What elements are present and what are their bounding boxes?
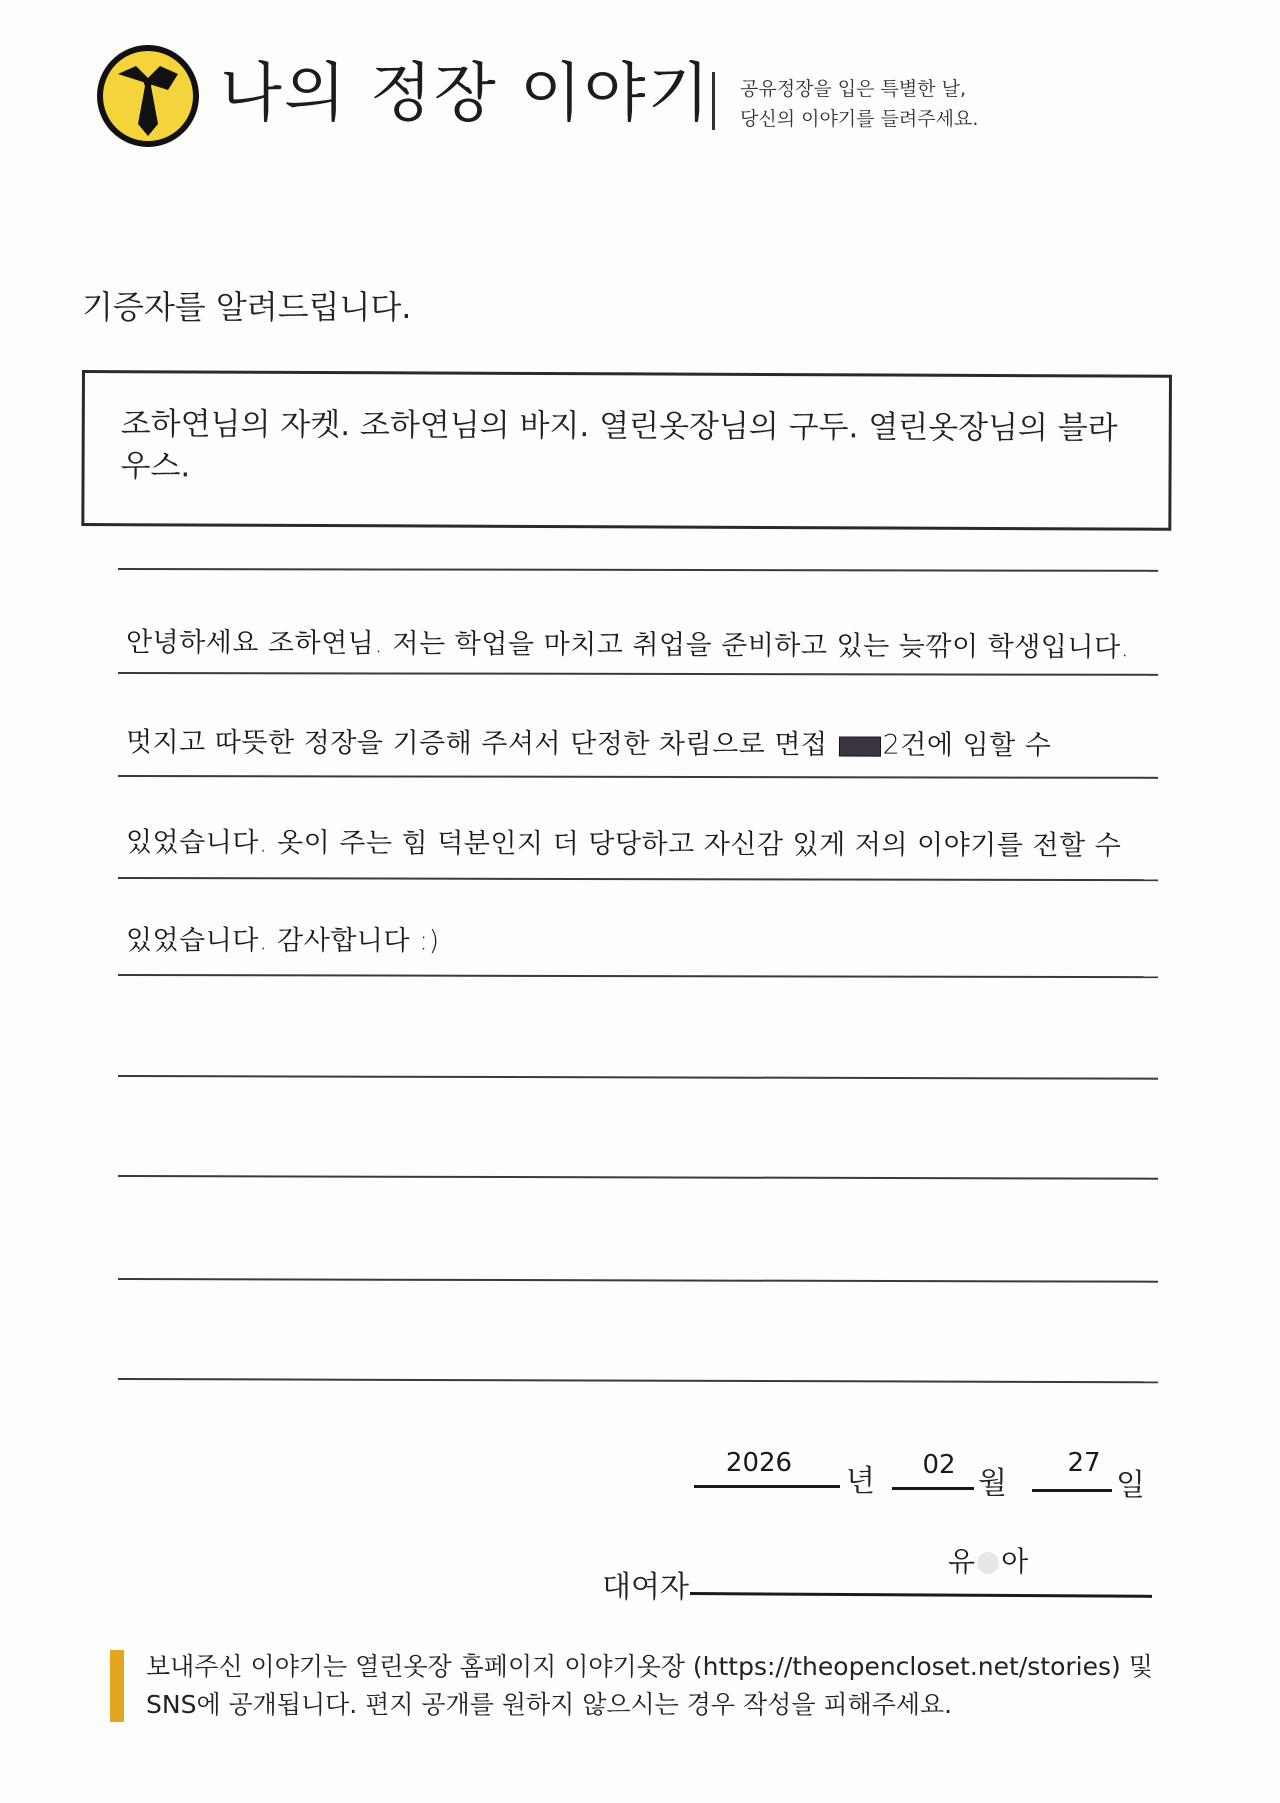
date-day-line (1032, 1489, 1112, 1492)
page-title: 나의 정장 이야기 (220, 57, 712, 131)
date-month: 02 (922, 1450, 956, 1480)
tie-icon (96, 44, 200, 148)
ruled-line (118, 1075, 1158, 1080)
letter-line-3: 있었습니다. 옷이 주는 힘 덕분인지 더 당당하고 자신감 있게 저의 이야기를 전할 수 (125, 827, 1122, 862)
date-year: 2026 (725, 1448, 793, 1478)
renter-signature (948, 1540, 1028, 1580)
ruled-line (118, 672, 1158, 676)
ruled-line (118, 775, 1158, 779)
ruled-line (118, 1278, 1158, 1283)
tagline (740, 74, 978, 134)
redaction-mark (839, 736, 881, 756)
ruled-line (118, 568, 1158, 572)
letter-line-2-a: 멋지고 따뜻한 정장을 기증해 주셔서 단정한 차림으로 면접 (125, 727, 828, 761)
notice-line-1: 보내주신 이야기는 열린옷장 홈페이지 이야기옷장 (https://theopencloset.net/stories) 및 (146, 1652, 1153, 1681)
ruled-line (118, 974, 1158, 978)
letter-line-2 (126, 720, 1052, 762)
tagline-line-2: 당신의 이야기를 들려주세요. (740, 108, 979, 130)
letter-line-1: 안녕하세요 조하연님. 저는 학업을 마치고 취업을 준비하고 있는 늦깎이 학생입니다. (125, 627, 1130, 664)
letter-line-4: 있었습니다. 감사합니다 :) (125, 925, 440, 957)
notice-accent-bar (110, 1650, 124, 1722)
header-divider (712, 72, 715, 130)
renter-label: 대여자 (602, 1570, 689, 1605)
letter-line-2-b: 2건에 임할 수 (882, 729, 1052, 762)
donor-text: 조하연님의 자켓. 조하연님의 바지. 열린옷장님의 구두. 열린옷장님의 블라우스. (120, 406, 1118, 485)
date-year-line (694, 1485, 840, 1488)
date-month-unit: 월 (978, 1466, 1007, 1501)
blurred-character (977, 1552, 999, 1574)
notice-line-2: SNS에 공개됩니다. 편지 공개를 원하지 않으시는 경우 작성을 피해주세요. (146, 1690, 953, 1719)
renter-signature-line (690, 1592, 1152, 1598)
date-month-line (892, 1487, 974, 1490)
tagline-line-1: 공유정장을 입은 특별한 날, (740, 78, 967, 100)
donor-box (81, 370, 1172, 531)
renter-name-first: 유 (948, 1545, 976, 1578)
notice-text (146, 1648, 1153, 1724)
renter-name-last: 아 (1001, 1545, 1029, 1578)
date-day-unit: 일 (1116, 1468, 1145, 1503)
ruled-line (118, 1378, 1158, 1383)
ruled-line (118, 877, 1158, 881)
donor-heading: 기증자를 알려드립니다. (82, 288, 412, 326)
date-year-unit: 년 (846, 1464, 875, 1499)
ruled-line (118, 1175, 1158, 1180)
date-day: 27 (1067, 1448, 1101, 1478)
